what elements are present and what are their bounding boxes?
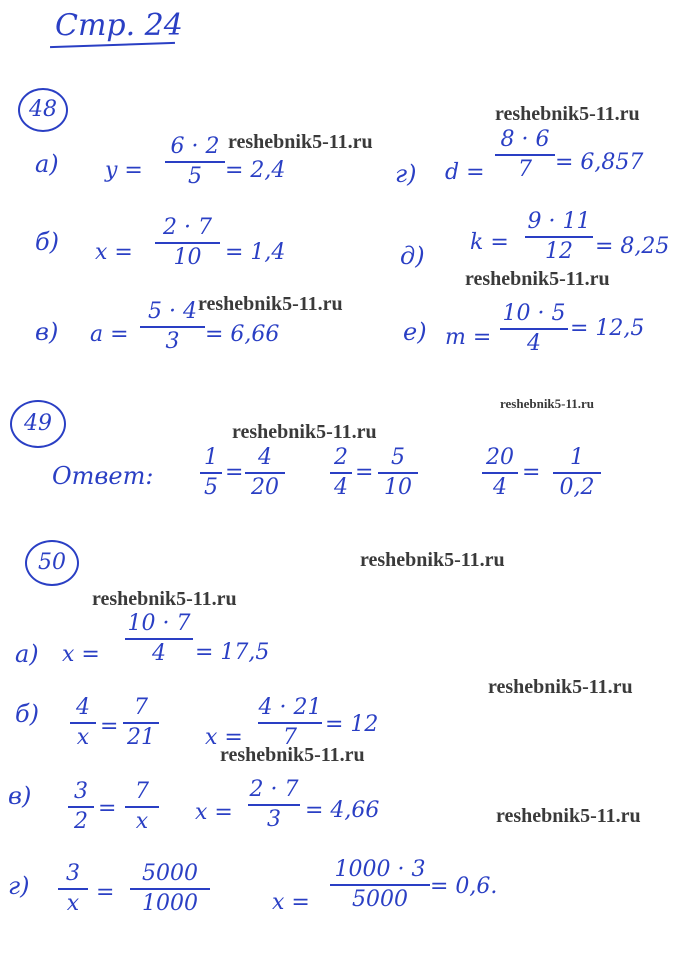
fraction-bar [258,722,322,724]
item-label: г) [8,872,30,900]
fraction-bar [155,242,220,244]
numerator: 7 [134,695,148,720]
fraction-bar [200,472,222,474]
numerator: 10 · 5 [502,301,566,326]
numerator: 9 · 11 [527,209,591,234]
fraction [525,210,593,264]
numerator: 2 · 7 [249,777,299,802]
watermark: reshebnik5-11.ru [495,103,640,125]
result: = 1,4 [225,240,286,265]
denominator: x [135,809,149,835]
result: = 6,857 [555,150,644,175]
variable: x = [195,800,233,825]
fraction-bar [130,888,210,890]
denominator: 10 [384,475,412,501]
watermark: reshebnik5-11.ru [92,588,237,610]
fraction [500,302,568,356]
task-number-49: 49 [10,400,66,448]
numerator: 10 · 7 [127,611,191,636]
fraction-bar [378,472,418,474]
result: = 12 [325,712,379,737]
denominator: 20 [251,475,279,501]
variable: y = [105,158,143,183]
watermark: reshebnik5-11.ru [500,396,595,411]
fraction-bar [70,722,96,724]
fraction [495,128,555,182]
numerator: 2 · 7 [163,215,212,240]
result: = 17,5 [195,640,270,665]
fraction [165,135,225,189]
numerator: 6 · 2 [170,134,220,159]
equals-sign: = [522,460,541,485]
item-label: а) [15,640,39,668]
fraction-bar [495,154,555,156]
item-label: в) [35,318,59,346]
denominator: 0,2 [559,475,595,501]
fraction-bar [140,326,205,328]
fraction [68,780,94,834]
denominator: 4 [334,475,348,501]
denominator: x [66,891,80,917]
fraction [125,780,159,834]
result: = 12,5 [570,316,645,341]
item-label: д) [400,242,425,270]
item-label: а) [35,150,59,178]
fraction [330,858,430,912]
task-number-50: 50 [25,540,79,586]
result: = 0,6. [430,874,498,899]
fraction-bar [482,472,518,474]
numerator: 20 [486,445,514,470]
numerator: 2 [334,445,348,470]
equals-sign: = [355,460,374,485]
fraction [130,862,210,916]
variable: m = [445,325,492,350]
denominator: 1000 [142,891,198,917]
fraction [155,216,220,270]
denominator: x [76,725,90,751]
fraction-bar [58,888,88,890]
variable: x = [205,725,243,750]
denominator: 5 [188,164,202,190]
fraction-bar [500,328,568,330]
denominator: 2 [74,809,88,835]
variable: d = [445,160,485,185]
equals-sign: = [225,460,244,485]
numerator: 4 [76,695,90,720]
denominator: 5 [204,475,218,501]
variable: k = [470,230,509,255]
variable: x = [95,240,133,265]
fraction [553,446,601,500]
watermark: reshebnik5-11.ru [465,268,610,290]
numerator: 7 [135,779,149,804]
result: = 6,66 [205,322,280,347]
denominator: 5000 [352,887,408,913]
watermark: reshebnik5-11.ru [360,549,505,571]
result: = 4,66 [305,798,380,823]
fraction-bar [330,884,430,886]
numerator: 1000 · 3 [334,857,426,882]
fraction [482,446,518,500]
fraction-bar [165,161,225,163]
numerator: 3 [74,779,88,804]
task-number-48: 48 [18,88,68,132]
watermark: reshebnik5-11.ru [496,805,641,827]
denominator: 3 [165,329,180,355]
result: = 2,4 [225,158,286,183]
item-label: г) [395,160,417,188]
fraction-bar [125,638,193,640]
denominator: 4 [527,331,541,357]
equals-sign: = [98,796,117,821]
equals-sign: = [100,714,119,739]
fraction-bar [248,804,300,806]
fraction-bar [125,806,159,808]
fraction [70,696,96,750]
fraction [248,778,300,832]
watermark: reshebnik5-11.ru [220,744,365,766]
item-label: б) [15,700,40,728]
fraction [330,446,352,500]
watermark: reshebnik5-11.ru [488,676,633,698]
numerator: 5000 [142,861,198,886]
answer-label: Ответ: [52,462,154,490]
denominator: 4 [493,475,507,501]
numerator: 4 · 21 [258,695,322,720]
watermark: reshebnik5-11.ru [198,293,343,315]
fraction-bar [123,722,159,724]
variable: x = [62,642,100,667]
fraction [125,612,193,666]
fraction [378,446,418,500]
fraction [200,446,222,500]
numerator: 5 [391,445,405,470]
numerator: 8 · 6 [500,127,550,152]
item-label: в) [8,782,32,810]
fraction-bar [68,806,94,808]
result: = 8,25 [595,234,670,259]
fraction [58,862,88,916]
denominator: 7 [518,157,532,183]
equals-sign: = [96,880,115,905]
fraction [140,300,205,354]
denominator: 10 [173,245,202,271]
fraction [245,446,285,500]
fraction-bar [553,472,601,474]
watermark: reshebnik5-11.ru [228,131,373,153]
denominator: 7 [283,725,297,751]
denominator: 3 [267,807,281,833]
numerator: 1 [204,445,218,470]
fraction-bar [525,236,593,238]
numerator: 3 [66,861,80,886]
fraction-bar [330,472,352,474]
variable: a = [90,322,129,347]
numerator: 4 [258,445,272,470]
item-label: е) [403,318,427,346]
watermark: reshebnik5-11.ru [232,421,377,443]
item-label: б) [35,228,60,256]
numerator: 1 [570,445,584,470]
fraction [123,696,159,750]
fraction-bar [245,472,285,474]
page-header: Стр. 24 [55,8,183,43]
numerator: 5 · 4 [148,299,197,324]
denominator: 4 [152,641,166,667]
variable: x = [272,890,310,915]
fraction [258,696,322,750]
denominator: 21 [127,725,155,751]
denominator: 12 [545,239,573,265]
